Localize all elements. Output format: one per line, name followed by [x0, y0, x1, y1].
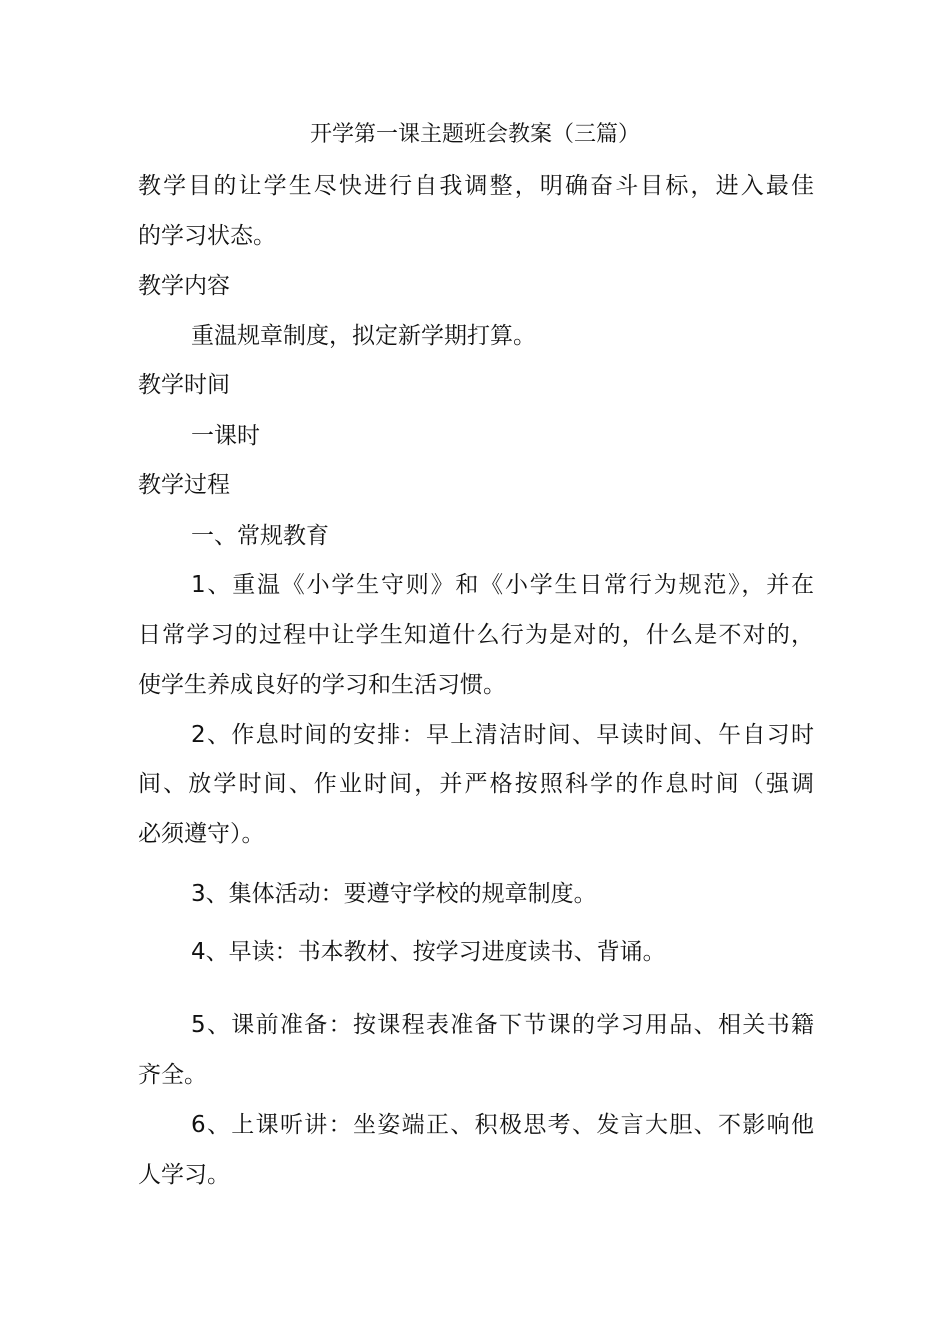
list-item-line: 间、放学时间、作业时间，并严格按照科学的作息时间（强调 — [138, 771, 814, 797]
list-item-line: 日常学习的过程中让学生知道什么行为是对的，什么是不对的， — [138, 622, 814, 648]
list-item-line: 齐全。 — [138, 1062, 207, 1088]
paragraph-line: 的学习状态。 — [138, 223, 276, 249]
subsection-heading: 一、常规教育 — [191, 523, 329, 549]
list-item-line: 5、课前准备：按课程表准备下节课的学习用品、相关书籍 — [191, 1012, 814, 1038]
list-item-line: 使学生养成良好的学习和生活习惯。 — [138, 672, 506, 698]
list-item-line: 必须遵守）。 — [138, 821, 265, 847]
paragraph-line: 一课时 — [191, 423, 260, 449]
list-item-line: 人学习。 — [138, 1162, 230, 1188]
paragraph-line: 教学目的让学生尽快进行自我调整，明确奋斗目标，进入最佳 — [138, 173, 814, 199]
section-heading: 教学过程 — [138, 472, 230, 498]
paragraph-line: 重温规章制度，拟定新学期打算。 — [191, 323, 536, 349]
list-item-line: 1、重温《小学生守则》和《小学生日常行为规范》，并在 — [191, 572, 814, 598]
list-item-line: 6、上课听讲：坐姿端正、积极思考、发言大胆、不影响他 — [191, 1112, 814, 1138]
list-item-line: 2、作息时间的安排：早上清洁时间、早读时间、午自习时 — [191, 722, 814, 748]
section-heading: 教学内容 — [138, 273, 230, 299]
section-heading: 教学时间 — [138, 372, 230, 398]
list-item-line: 3、集体活动：要遵守学校的规章制度。 — [191, 881, 597, 907]
document-title: 开学第一课主题班会教案（三篇） — [309, 122, 640, 147]
list-item-line: 4、早读：书本教材、按学习进度读书、背诵。 — [191, 939, 666, 965]
